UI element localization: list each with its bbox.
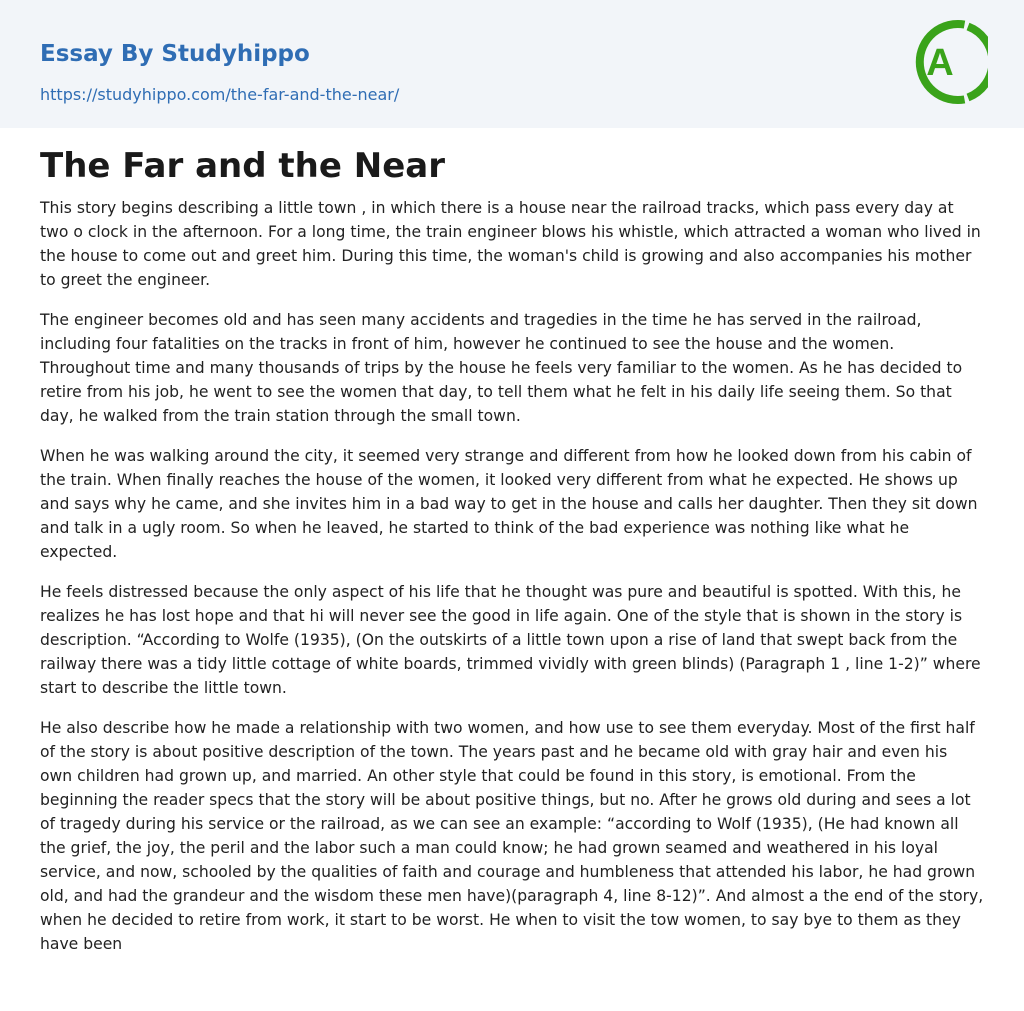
- site-header: [0, 0, 1024, 128]
- essay-paragraph: When he was walking around the city, it seemed very strange and different from how he looked down from his cabin of the train. When finally reaches the house of the women, it looked very different from what he expected. He shows up and says why he came, and she invites him in a bad way to get in the house and calls her daughter. Then they sit down and talk in a ugly room. So when he leaved, he started to think of the bad experience was nothing like what he expected.: [40, 447, 978, 561]
- essay-paragraph: This story begins describing a little town , in which there is a house near the railroad tracks, which pass every day at two o clock in the afternoon. For a long time, the train engineer blows his whistle, which attracted a woman who lived in the house to come out and greet him. During this time, the woman's child is growing and also accompanies his mother to greet the engineer.: [40, 199, 981, 289]
- essay-paragraph: He feels distressed because the only aspect of his life that he thought was pure and beautiful is spotted. With this, he realizes he has lost hope and that hi will never see the good in life again. One of the style that is shown in the story is description. “According to Wolfe (1935), (On the outskirts of a little town upon a rise of land that swept back from the railway there was a tidy little cottage of white boards, trimmed vividly with green blinds) (Paragraph 1 , line 1-2)” where start to describe the little town.: [40, 583, 981, 697]
- studyhippo-logo-icon[interactable]: [912, 19, 988, 105]
- logo-letter: A: [926, 42, 954, 84]
- essay-paragraph: The engineer becomes old and has seen many accidents and tragedies in the time he has served in the railroad, including four fatalities on the tracks in front of him, however he continued to see the house and the women. Throughout time and many thousands of trips by the house he feels very familiar to the women. As he has decided to retire from his job, he went to see the women that day, to tell them what he felt in his daily life seeing them. So that day, he walked from the train station through the small town.: [40, 311, 963, 425]
- essay-content: [0, 128, 1024, 956]
- brand-title[interactable]: Essay By Studyhippo: [40, 41, 310, 67]
- essay-paragraph: He also describe how he made a relationship with two women, and how use to see them everyday. Most of the first half of the story is about positive description of the town. The years past and he became old with gray hair and even his own children had grown up, and married. An other style that could be found in this story, is emotional. From the beginning the reader specs that the story will be about positive things, but no. After he grows old during and sees a lot of tragedy during his service or the railroad, as we can see an example: “according to Wolf (1935), (He had known all the grief, the joy, the peril and the labor such a man could know; he had grown seamed and weathered in his loyal service, and now, schooled by the qualities of faith and courage and humbleness that attended his labor, he had grown old, and had the grandeur and the wisdom these men have)(paragraph 4, line 8-12)”. And almost a the end of the story, when he decided to retire from work, it start to be worst. He when to visit the tow women, to say bye to them as they have been: [40, 719, 984, 953]
- essay-url-link[interactable]: https://studyhippo.com/the-far-and-the-near/: [40, 85, 400, 104]
- essay-title: The Far and the Near: [40, 146, 445, 186]
